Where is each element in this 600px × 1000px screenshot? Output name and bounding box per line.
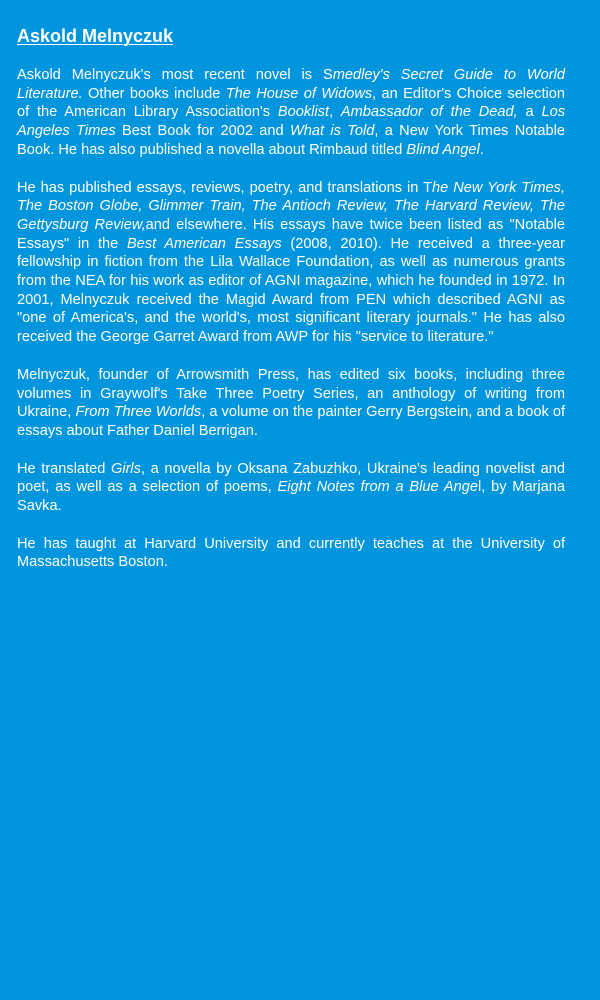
paragraph-text: l, by Marjana Savka.: [17, 479, 566, 515]
bio-paragraph: [17, 535, 565, 572]
italic-title-text: Los Angeles Times: [17, 104, 565, 140]
paragraph-text: (2008, 2010). He received a three-year fellowship in fiction from the Lila Wallace Foundation, as well as numerous grants from the NEA for his work as editor of AGNI magazine, which he founded in 1972. In 2001, Melnyczuk received the Magid Award from PEN which described AGNI as "one of America's, and the world's, most significant literary journals." He has also received the George Garret Award from AWP for his "service to literature.": [17, 235, 565, 346]
bio-paragraph: [17, 460, 565, 516]
italic-title-text: Best American Essays: [126, 235, 282, 252]
paragraph-text: ,: [329, 104, 341, 121]
paragraph-text: , an Editor's Choice selection of the American Library Association's: [17, 85, 565, 121]
italic-title-text: Booklist: [277, 104, 330, 121]
paragraph-text: Melnyczuk, founder of Arrowsmith Press, has edited six books, including three volumes in Graywolf's Take Three Poetry Series, an anthology of writing from Ukraine,: [17, 366, 565, 421]
italic-title-text: Girls: [110, 460, 141, 477]
paragraph-text: .: [479, 141, 484, 158]
italic-title-text: What is Told: [290, 123, 375, 140]
paragraph-text: a: [517, 104, 542, 121]
bio-paragraph: [17, 66, 565, 160]
paragraph-text: , a New York Times Notable Book. He has also published a novella about Rimbaud titled: [17, 123, 565, 158]
italic-title-text: Blind Angel: [406, 141, 480, 158]
italic-title-text: The House of Widows: [225, 85, 373, 102]
italic-title-text: From Three Worlds: [75, 404, 202, 421]
paragraph-text: and elsewhere. His essays have twice been listed as "Notable Essays" in the: [17, 216, 565, 252]
paragraph-text: Askold Melnyczuk's most recent novel is S: [17, 67, 333, 83]
paragraph-text: Best Book for 2002 and: [115, 123, 290, 140]
paragraph-text: He has published essays, reviews, poetry, and translations in T: [17, 179, 433, 196]
italic-title-text: medley's Secret Guide to World Literature.: [17, 67, 565, 102]
bio-body: [17, 66, 565, 572]
paragraph-text: He has taught at Harvard University and currently teaches at the University of Massachusetts Boston.: [17, 535, 565, 571]
paragraph-text: He translated: [17, 460, 111, 477]
page-title: Askold Melnyczuk: [17, 26, 174, 46]
paragraph-text: , a novella by Oksana Zabuzhko, Ukraine's leading novelist and poet, as well as a selection of poems,: [17, 460, 565, 496]
paragraph-text: Other books include: [82, 85, 226, 102]
bio-paragraph: [17, 366, 565, 441]
italic-title-text: Ambassador of the Dead,: [340, 104, 518, 121]
paragraph-text: , a volume on the painter Gerry Bergstein, and a book of essays about Father Daniel Berrigan.: [17, 404, 566, 439]
italic-title-text: Eight Notes from a Blue Ange: [277, 479, 478, 496]
bio-paragraph: [17, 179, 565, 347]
italic-title-text: he New York Times, The Boston Globe, Glimmer Train, The Antioch Review, The Harvard Review, The Gettysburg Review,: [17, 179, 565, 233]
